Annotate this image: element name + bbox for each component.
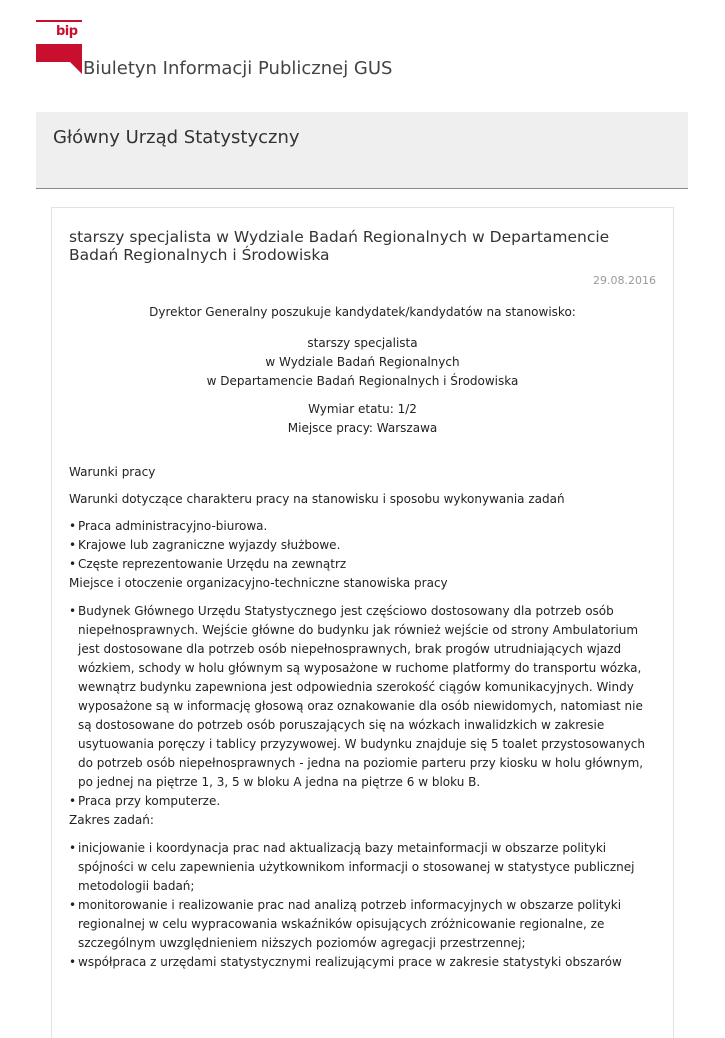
article-content — [69, 228, 656, 972]
site-title[interactable]: Biuletyn Informacji Publicznej GUS — [83, 58, 393, 79]
warunki-subheading: Warunki dotyczące charakteru pracy na stanowisku i sposobu wykonywania zadań — [69, 492, 565, 506]
zakres-heading: Zakres zadań: — [69, 813, 154, 827]
zakres-list — [69, 839, 656, 972]
list-item: • Krajowe lub zagraniczne wyjazdy służbowe. — [78, 536, 656, 555]
list-item: • Praca administracyjno-biurowa. — [78, 517, 656, 536]
position-line: w Wydziale Badań Regionalnych — [265, 355, 460, 369]
logo-flag-icon — [36, 44, 82, 74]
position-line: starszy specjalista — [307, 336, 418, 350]
list-item: • Budynek Głównego Urzędu Statystycznego jest częściowo dostosowany dla potrzeb osób niepełnosprawnych. Wejście główne do budynku jak również wejście od strony Ambulatorium jest dostosowane dla potrzeb osób niepełnosprawnych, brak progów utrudniających wjazd wózkiem, schody w holu głównym są wyposażone w ruchome platformy do transportu wózka, wewnątrz budynku zapewniona jest odpowiednia szerokość ciągów komunikacyjnych. Windy wyposażone są w informację głosową oraz oznakowanie dla osób niewidomych, natomiast nie są dostosowane do potrzeb osób poruszających się na wózkach inwalidzkich w zakresie usytuowania poręczy i tablicy przyzywowej. W budynku znajduje się 5 toalet przystosowanych do potrzeb osób niepełnosprawnych - jedna na poziomie parteru przy kiosku w holu głównym, po jednej na piętrze 1, 3, 5 w bloku A jedna na piętrze 6 w bloku B. — [78, 602, 656, 792]
article-date: 29.08.2016 — [593, 274, 656, 287]
intro-text: Dyrektor Generalny poszukuje kandydatek/kandydatów na stanowisko: — [149, 305, 576, 319]
warunki-list — [69, 517, 656, 574]
institution-band — [36, 112, 688, 189]
list-item: • współpraca z urzędami statystycznymi realizującymi prace w zakresie statystyki obszarów — [78, 953, 656, 972]
article-title: starszy specjalista w Wydziale Badań Regionalnych w Departamencie Badań Regionalnych i Środowiska — [69, 228, 610, 264]
miejsce-heading: Miejsce i otoczenie organizacyjno-techniczne stanowiska pracy — [69, 576, 448, 590]
place-text: Miejsce pracy: Warszawa — [287, 421, 438, 435]
list-item: • monitorowanie i realizowanie prac nad analizą potrzeb informacyjnych w obszarze polityki regionalnej w celu wypracowania wskaźników opisujących zróżnicowanie regionalne, ze szczególnym uwzględnieniem niższych poziomów agregacji przestrzennej; — [78, 896, 656, 953]
logo-text: bip — [56, 24, 78, 39]
list-item: • Praca przy komputerze. — [78, 792, 656, 811]
warunki-heading: Warunki pracy — [69, 465, 156, 479]
bip-logo[interactable] — [36, 20, 82, 74]
position-line: w Departamencie Badań Regionalnych i Środowiska — [206, 374, 519, 388]
list-item: • inicjowanie i koordynacja prac nad aktualizacją bazy metainformacji w obszarze polityki spójności w celu zapewnienia użytkownikom informacji o stosowanej w statystyce publicznej metodologii badań; — [78, 839, 656, 896]
list-item: • Częste reprezentowanie Urzędu na zewnątrz — [78, 555, 656, 574]
miejsce-list — [69, 602, 656, 811]
etat-text: Wymiar etatu: 1/2 — [308, 402, 417, 416]
institution-title: Główny Urząd Statystyczny — [53, 127, 300, 148]
logo-line — [36, 20, 82, 22]
